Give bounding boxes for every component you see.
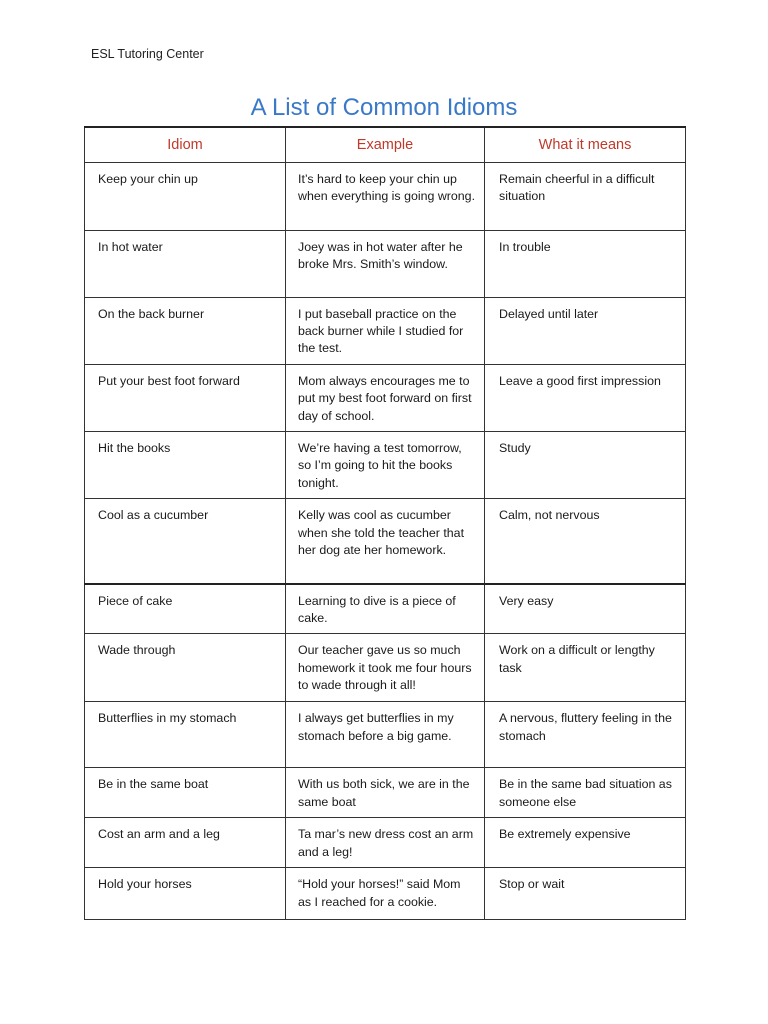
table-row — [85, 702, 686, 768]
column-header-idiom: Idiom — [85, 127, 286, 162]
table-row — [85, 364, 686, 431]
meaning-cell: Be in the same bad situation as someone else — [485, 768, 686, 818]
header-org: ESL Tutoring Center — [91, 47, 204, 61]
example-cell: “Hold your horses!” said Mom as I reached for a cookie. — [286, 868, 485, 920]
column-header-meaning: What it means — [485, 127, 686, 162]
table-row — [85, 431, 686, 498]
meaning-cell: A nervous, fluttery feeling in the stomach — [485, 702, 686, 768]
meaning-cell: Delayed until later — [485, 297, 686, 364]
table-row — [85, 584, 686, 634]
idioms-table — [84, 126, 686, 920]
idiom-cell: Piece of cake — [85, 584, 286, 634]
column-header-example: Example — [286, 127, 485, 162]
idiom-cell: Hold your horses — [85, 868, 286, 920]
meaning-cell: Remain cheerful in a difficult situation — [485, 162, 686, 230]
table-row — [85, 162, 686, 230]
meaning-cell: Be extremely expensive — [485, 818, 686, 868]
table-header-row — [85, 127, 686, 162]
example-cell: With us both sick, we are in the same boat — [286, 768, 485, 818]
meaning-cell: Leave a good first impression — [485, 364, 686, 431]
meaning-cell: Stop or wait — [485, 868, 686, 920]
example-cell: Our teacher gave us so much homework it took me four hours to wade through it all! — [286, 634, 485, 702]
table-row — [85, 818, 686, 868]
meaning-cell: In trouble — [485, 230, 686, 297]
example-cell: We’re having a test tomorrow, so I’m going to hit the books tonight. — [286, 431, 485, 498]
example-cell: Mom always encourages me to put my best foot forward on first day of school. — [286, 364, 485, 431]
table-row — [85, 230, 686, 297]
example-cell: Joey was in hot water after he broke Mrs. Smith’s window. — [286, 230, 485, 297]
idiom-cell: On the back burner — [85, 297, 286, 364]
idiom-cell: Butterflies in my stomach — [85, 702, 286, 768]
meaning-cell: Work on a difficult or lengthy task — [485, 634, 686, 702]
idiom-cell: Be in the same boat — [85, 768, 286, 818]
example-cell: It’s hard to keep your chin up when everything is going wrong. — [286, 162, 485, 230]
page-title: A List of Common Idioms — [250, 94, 518, 121]
idiom-cell: Keep your chin up — [85, 162, 286, 230]
table-row — [85, 297, 686, 364]
table-row — [85, 768, 686, 818]
idiom-cell: In hot water — [85, 230, 286, 297]
idiom-cell: Put your best foot forward — [85, 364, 286, 431]
example-cell: Kelly was cool as cucumber when she told the teacher that her dog ate her homework. — [286, 499, 485, 584]
example-cell: Learning to dive is a piece of cake. — [286, 584, 485, 634]
example-cell: I always get butterflies in my stomach before a big game. — [286, 702, 485, 768]
example-cell: Ta mar’s new dress cost an arm and a leg! — [286, 818, 485, 868]
idiom-cell: Cost an arm and a leg — [85, 818, 286, 868]
table-row — [85, 499, 686, 584]
table-row — [85, 634, 686, 702]
meaning-cell: Very easy — [485, 584, 686, 634]
meaning-cell: Calm, not nervous — [485, 499, 686, 584]
idiom-cell: Wade through — [85, 634, 286, 702]
idiom-cell: Hit the books — [85, 431, 286, 498]
idiom-cell: Cool as a cucumber — [85, 499, 286, 584]
example-cell: I put baseball practice on the back burner while I studied for the test. — [286, 297, 485, 364]
meaning-cell: Study — [485, 431, 686, 498]
table-row — [85, 868, 686, 920]
